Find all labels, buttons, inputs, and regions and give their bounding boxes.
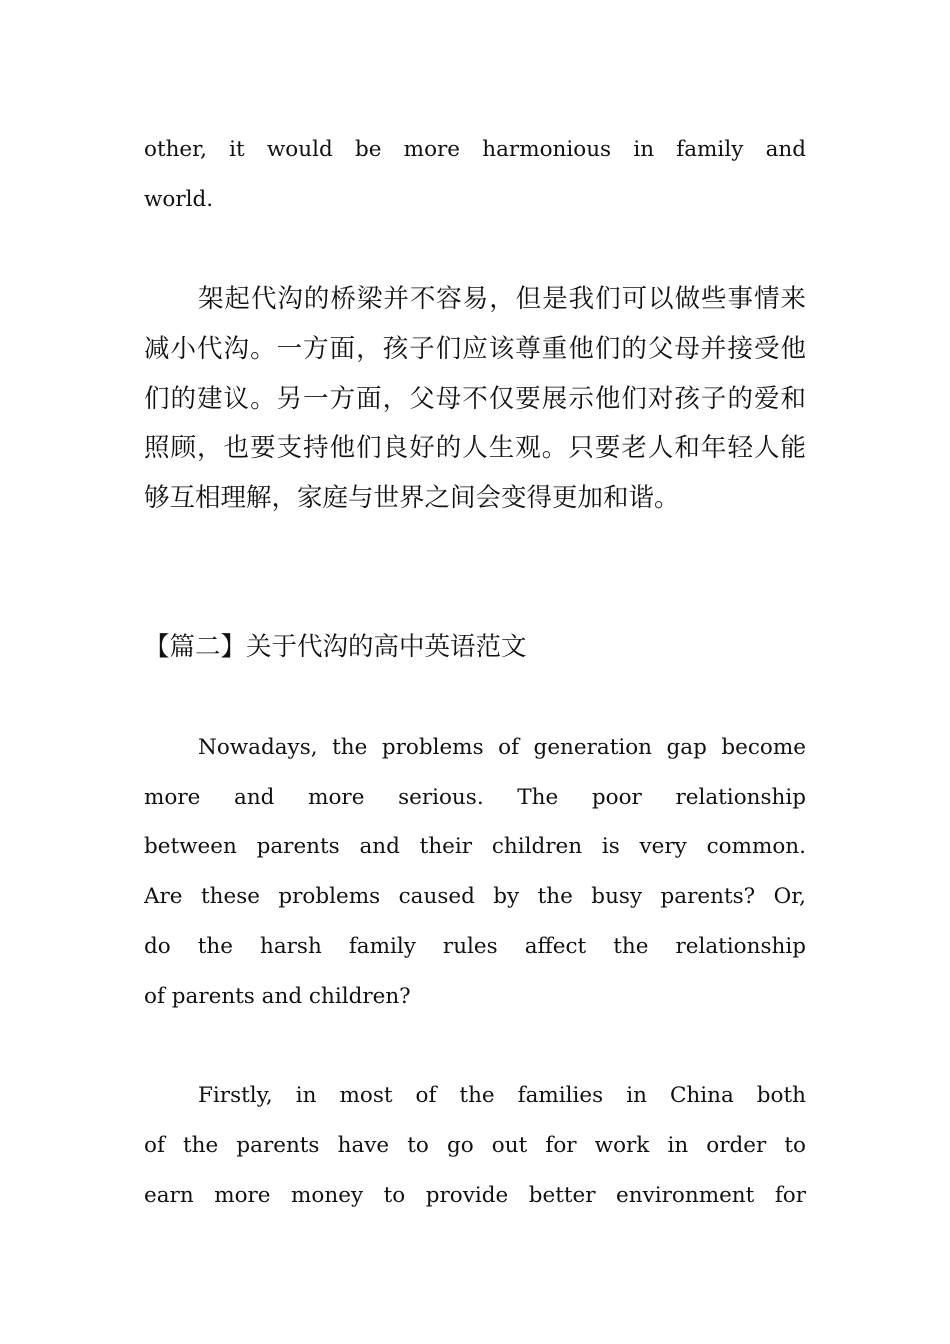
paragraph-line: between parents and their children is very common. — [144, 834, 806, 859]
section-heading: 【篇二】关于代沟的高中英语范文 — [144, 632, 527, 662]
chinese-paragraph-line: 照顾，也要支持他们良好的人生观。只要老人和年轻人能 — [144, 433, 806, 463]
chinese-paragraph-line: 够互相理解，家庭与世界之间会变得更加和谐。 — [144, 483, 680, 513]
paragraph-line: Firstly, in most of the families in China both — [198, 1083, 806, 1108]
chinese-paragraph-line: 架起代沟的桥梁并不容易，但是我们可以做些事情来 — [198, 284, 806, 314]
paragraph-line: Are these problems caused by the busy parents? Or, — [144, 884, 806, 909]
paragraph-line: of parents and children? — [144, 984, 411, 1009]
paragraph-line: other, it would be more harmonious in family and — [144, 137, 806, 162]
chinese-paragraph-line: 们的建议。另一方面，父母不仅要展示他们对孩子的爱和 — [144, 384, 806, 414]
paragraph-line: do the harsh family rules affect the relationship — [144, 934, 806, 959]
paragraph-line: world. — [144, 187, 214, 212]
paragraph-line: more and more serious. The poor relationship — [144, 785, 806, 810]
chinese-paragraph-line: 减小代沟。一方面，孩子们应该尊重他们的父母并接受他 — [144, 334, 806, 364]
paragraph-line: Nowadays, the problems of generation gap become — [198, 735, 806, 760]
paragraph-line: of the parents have to go out for work in order to — [144, 1133, 806, 1158]
paragraph-line: earn more money to provide better environment for — [144, 1183, 806, 1208]
